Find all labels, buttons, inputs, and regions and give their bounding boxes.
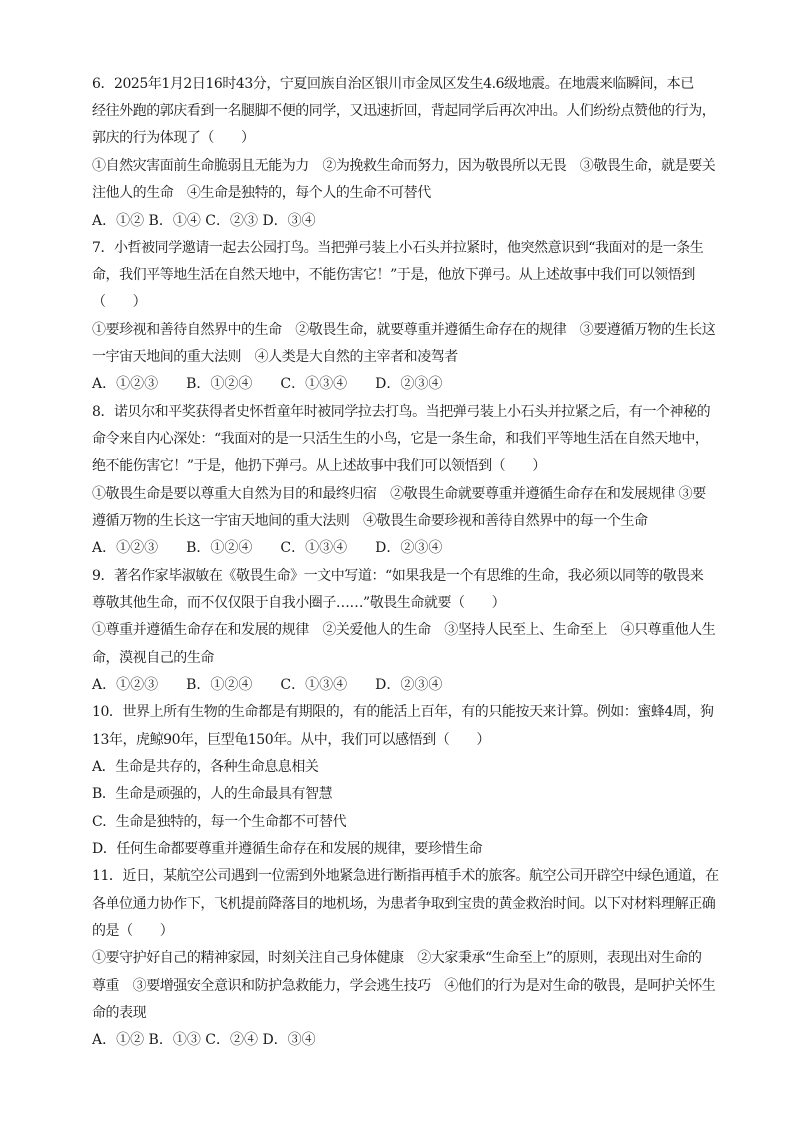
answer-options: A．①②③ B．①②④ C．①③④ D．②③④ [92,540,443,556]
question-stem-line: 命令来自内心深处：“我面对的是一只活生生的小鸟，它是一条生命，和我们平等地生活在自然天地中， [92,431,709,447]
question-stem-line: 郭庆的行为体现了（ ） [92,130,255,146]
question-stem-line: （ ） [92,294,147,310]
statement-line: ①自然灾害面前生命脆弱且无能为力 ②为挽救生命而努力，因为敬畏所以无畏 ③敬畏生命，就是要关 [92,158,716,174]
question-stem-line: 7．小哲被同学邀请一起去公园打鸟。当把弹弓装上小石头并拉紧时，他突然意识到“我面对的是一条生 [92,240,704,256]
answer-options: A．①② B．①④ C．②③ D．③④ [92,213,316,229]
question-stem-line: 11．近日，某航空公司遇到一位需到外地紧急进行断指再植手术的旅客。航空公司开辟空中绿色通道，在 [92,868,719,884]
choice-a: A．生命是共存的，各种生命息息相关 [92,759,319,775]
choice-d: D．任何生命都要尊重并遵循生命存在和发展的规律，要珍惜生命 [92,841,483,857]
answer-options: A．①②③ B．①②④ C．①③④ D．②③④ [92,677,443,693]
answer-options: A．①② B．①③ C．②④ D．③④ [92,1032,316,1048]
question-stem-line: 10．世界上所有生物的生命都是有期限的，有的能活上百年，有的只能按天来计算。例如：蜜蜂4周，狗 [92,704,714,720]
question-stem-line: 8．诺贝尔和平奖获得者史怀哲童年时被同学拉去打鸟。当把弹弓装上小石头并拉紧之后，有一个神秘的 [92,404,711,420]
statement-line: ①尊重并遵循生命存在和发展的规律 ②关爱他人的生命 ③坚持人民至上、生命至上 ④只尊重他人生 [92,622,716,638]
question-stem-line: 各单位通力协作下，飞机提前降落目的地机场，为患者争取到宝贵的黄金救治时间。以下对材料理解正确 [92,896,716,912]
statement-line: 命，漠视自己的生命 [92,650,214,666]
statement-line: 注他人的生命 ④生命是独特的，每个人的生命不可替代 [92,185,431,201]
statement-line: ①敬畏生命是要以尊重大自然为目的和最终归宿 ②敬畏生命就要尊重并遵循生命存在和发展规律 ③要 [92,486,706,502]
question-stem-line: 的是（ ） [92,923,174,939]
statement-line: 命的表现 [92,1005,147,1021]
statement-line: 遵循万物的生长这一宇宙天地间的重大法则 ④敬畏生命要珍视和善待自然界中的每一个生命 [92,513,648,529]
question-stem-line: 命，我们平等地生活在自然天地中，不能伤害它！”于是，他放下弹弓。从上述故事中我们可以领悟到 [92,267,695,283]
statement-line: ①要守护好自己的精神家园，时刻关注自己身体健康 ②大家秉承“生命至上”的原则，表现出对生命的 [92,950,702,966]
statement-line: 尊重 ③要增强安全意识和防护急救能力，学会逃生技巧 ④他们的行为是对生命的敬畏，是呵护关怀生 [92,978,716,994]
question-stem-line: 绝不能伤害它！”于是，他扔下弹弓。从上述故事中我们可以领悟到（ ） [92,458,546,474]
statement-line: 一宇宙天地间的重大法则 ④人类是大自然的主宰者和凌驾者 [92,349,458,365]
question-stem-line: 13年，虎鲸90年，巨型龟150年。从中，我们可以感悟到（ ） [92,732,490,748]
question-stem-line: 9．著名作家毕淑敏在《敬畏生命》一文中写道：“如果我是一个有思维的生命，我必须以同等的敬畏来 [92,568,704,584]
statement-line: ①要珍视和善待自然界中的生命 ②敬畏生命，就要尊重并遵循生命存在的规律 ③要遵循万物的生长这 [92,322,716,338]
choice-b: B．生命是顽强的，人的生命最具有智慧 [92,786,333,802]
choice-c: C．生命是独特的，每一个生命都不可替代 [92,814,347,830]
answer-options: A．①②③ B．①②④ C．①③④ D．②③④ [92,376,443,392]
question-stem-line: 6．2025年1月2日16时43分，宁夏回族自治区银川市金凤区发生4.6级地震。在地震来临瞬间，本已 [92,76,694,92]
question-stem-line: 尊敬其他生命，而不仅仅限于自我小圈子……”敬畏生命就要（ ） [92,595,506,611]
question-stem-line: 经往外跑的郭庆看到一名腿脚不便的同学，又迅速折回，背起同学后再次冲出。人们纷纷点赞他的行为， [92,103,716,119]
